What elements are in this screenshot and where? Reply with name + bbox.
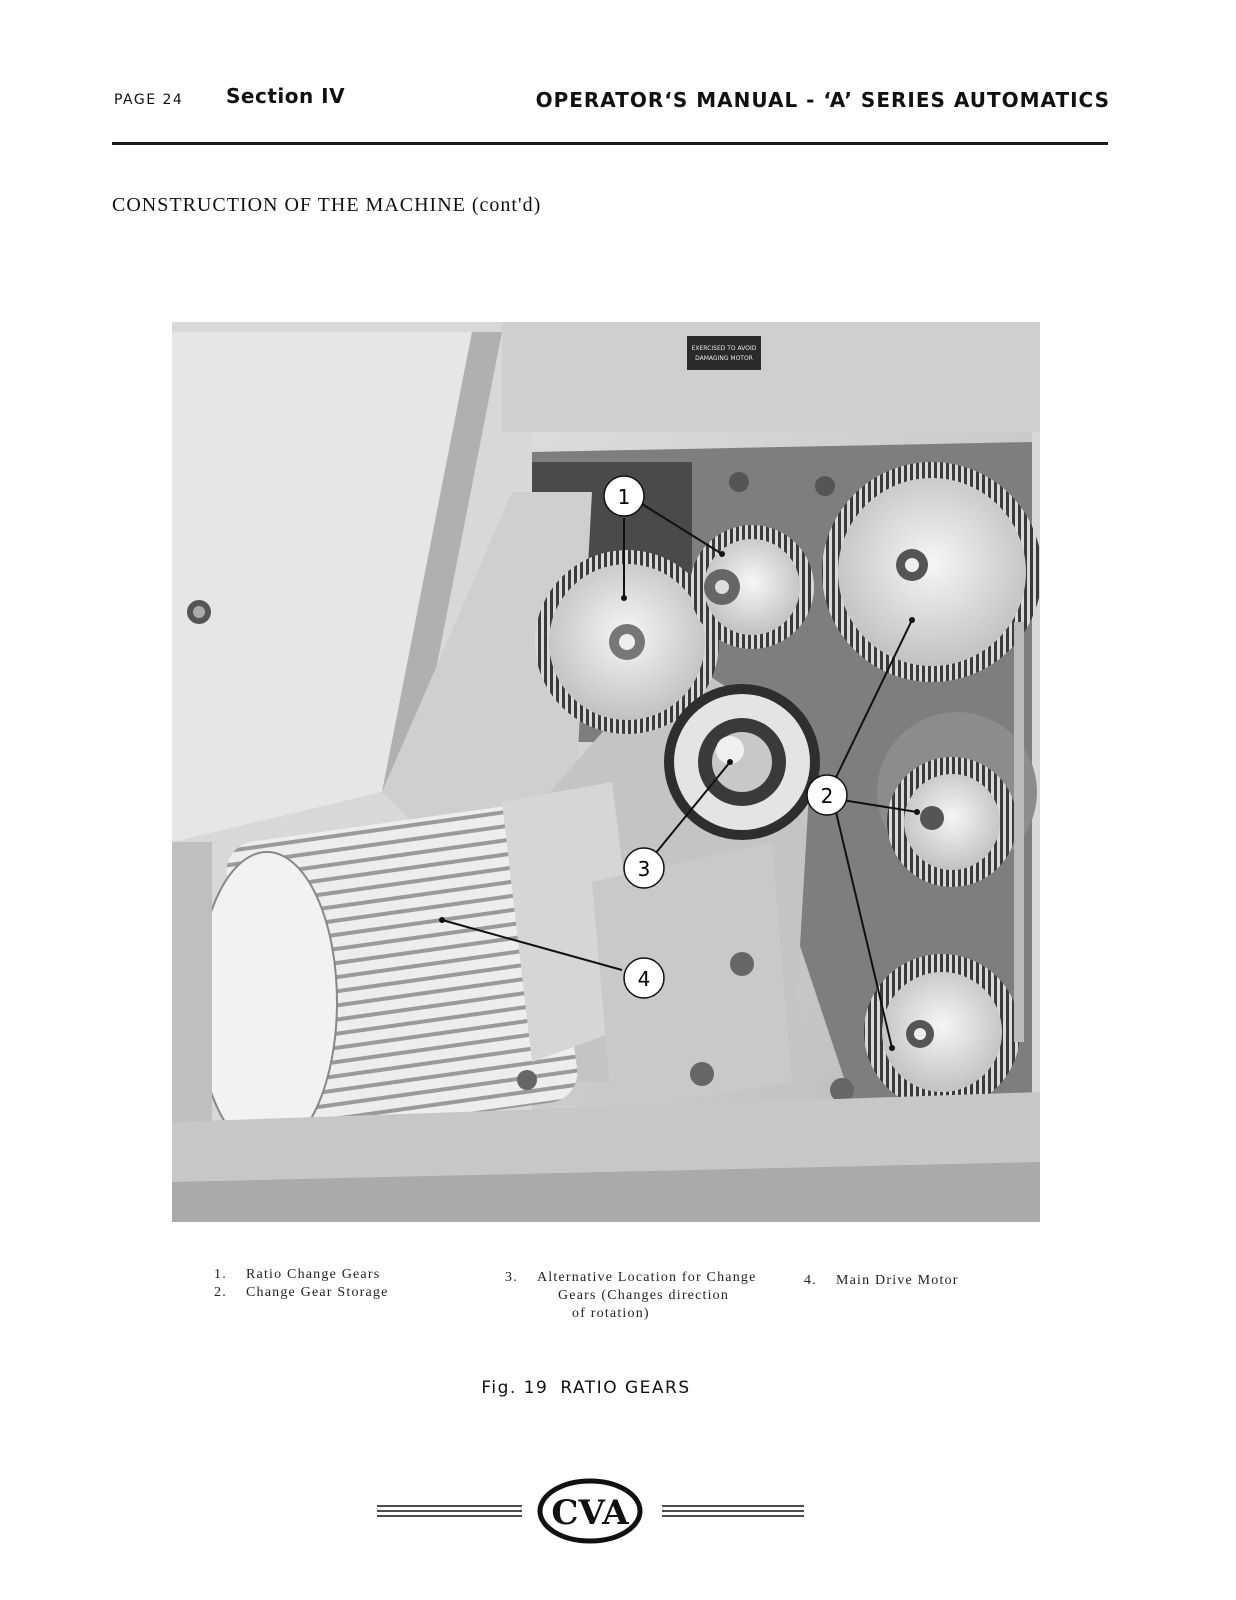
legend-item-3-line-3: of rotation) [572,1306,650,1321]
legend-item-3 [505,1269,775,1323]
legend-item-1-text: Ratio Change Gears [246,1267,381,1282]
legend-item-3-line-2: Gears (Changes direction [558,1288,730,1303]
plate-text-1: EXERCISED TO AVOID [691,345,757,352]
page-number: PAGE 24 [114,92,184,108]
ratio-gears-photo [172,322,1040,1222]
legend-item-2 [214,1284,389,1302]
callout-1 [604,476,644,516]
callout-3 [624,848,664,888]
legend-item-4-number: 4. [804,1273,817,1288]
legend-item-1-number: 1. [214,1267,227,1282]
cva-logo-text: CVA [551,1493,629,1533]
legend-item-3-line-1: Alternative Location for Change [537,1270,757,1285]
callout-2 [807,775,847,815]
cva-logo [372,1476,812,1546]
callout-2-label: 2 [820,784,834,808]
figure-title: RATIO GEARS [560,1378,691,1398]
legend-item-4 [804,1272,959,1290]
legend-item-3-number: 3. [505,1270,518,1285]
legend-item-2-number: 2. [214,1285,227,1300]
section-label: Section IV [226,84,346,108]
callout-3-label: 3 [637,857,651,881]
legend-item-2-text: Change Gear Storage [246,1285,389,1300]
callout-4 [624,958,664,998]
header-rule [112,142,1108,145]
callout-1-label: 1 [617,485,631,509]
figure-number: Fig. 19 [481,1378,549,1398]
callout-4-label: 4 [637,967,651,991]
legend-item-1 [214,1266,389,1284]
legend-column-1 [214,1266,389,1302]
legend-item-4-text: Main Drive Motor [836,1273,959,1288]
manual-title: OPERATOR‘S MANUAL - ‘A’ SERIES AUTOMATICS [535,88,1110,112]
figure-caption [0,1378,1172,1398]
sub-heading: CONSTRUCTION OF THE MACHINE (cont'd) [112,194,542,216]
plate-text-2: DAMAGING MOTOR [695,355,753,362]
